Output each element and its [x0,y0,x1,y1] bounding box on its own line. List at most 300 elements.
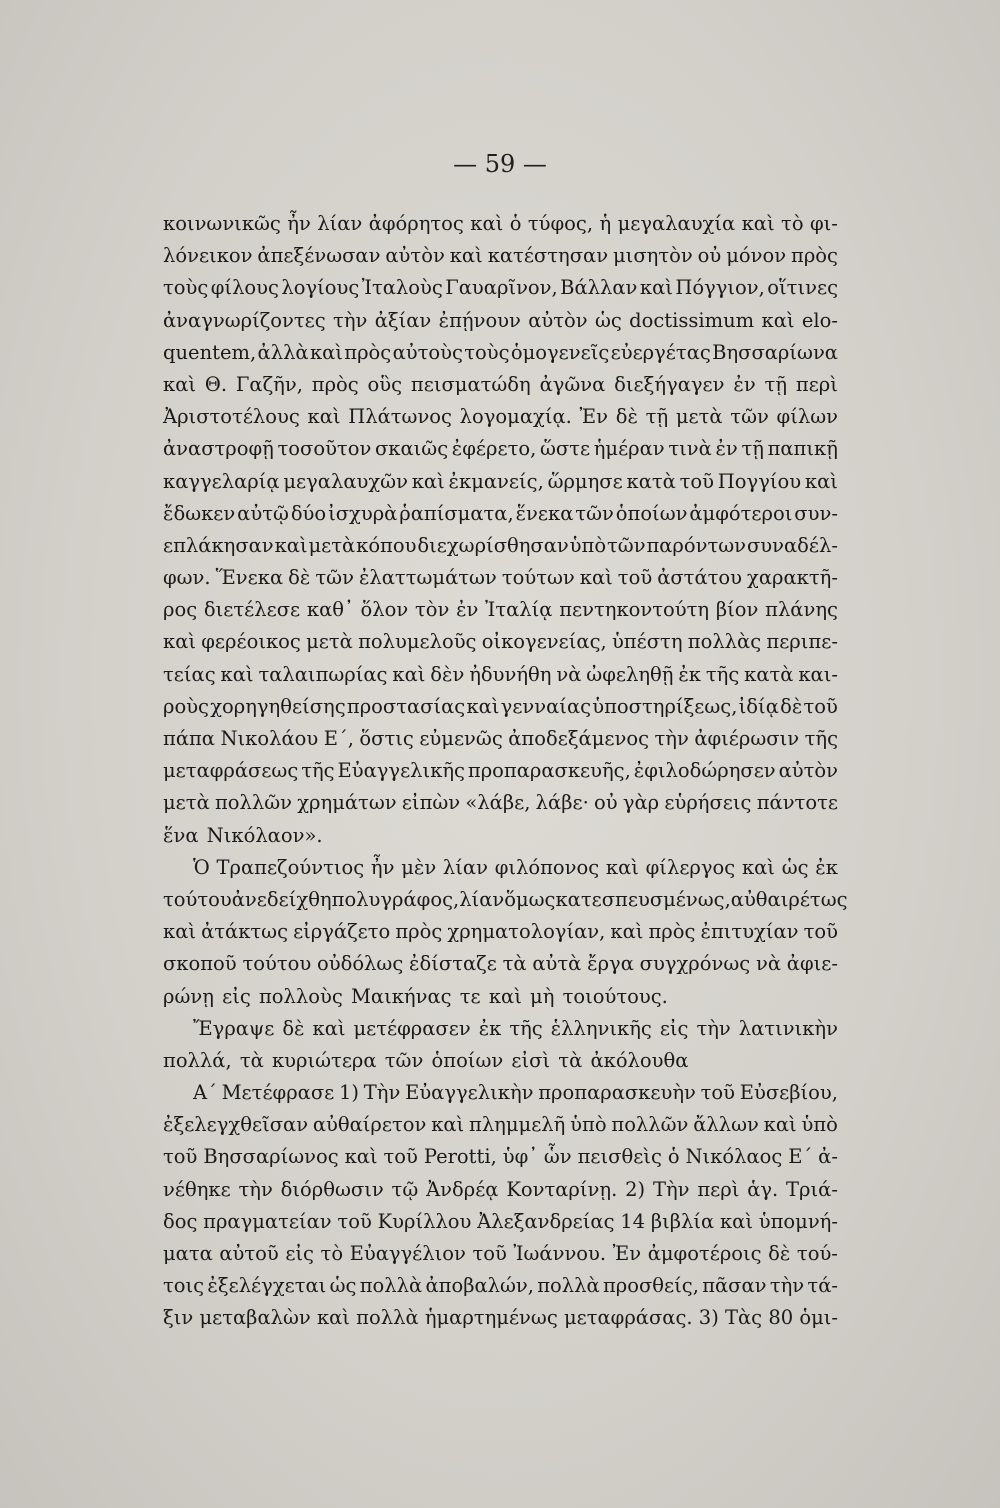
word: πᾶσαν [702,1274,767,1298]
word: παπικῇ [767,437,838,461]
text-line [163,1141,838,1173]
word: doctissimum [629,308,755,332]
word: περὶ [697,1177,740,1201]
word: φίλους [210,276,279,300]
text-line [163,852,838,884]
word: οὓς [367,372,403,396]
word: πεισθεὶς [577,1145,662,1169]
word: ἀνεδείχθη [231,887,332,911]
word: ὑπομνή- [758,1209,838,1233]
word: μετὰ [675,405,723,429]
word: λίαν [442,855,488,879]
word: Ἰταλοὺς [361,276,443,300]
word: μεγαλαυχῶν [283,469,408,493]
word: παρόντων [646,533,747,557]
word: τῇ [764,372,788,396]
word: Κονταρίνῃ. [506,1177,618,1201]
word: Α΄ [193,1081,217,1105]
word: δὲ [282,1016,305,1040]
word: τούτου [163,887,232,911]
word: elo- [801,308,838,332]
word: ἀφιε- [786,952,838,976]
word: διεξήγαγεν [614,372,725,396]
word: μετὰ [306,630,353,654]
word: καὶ [316,1306,350,1330]
word: μετέφρασεν [353,1016,471,1040]
word: τύφος, [527,212,594,235]
word: δὲ [780,694,803,718]
word: Εὐαγγέλιον [349,1242,466,1265]
word: σκαιῶς [374,437,449,461]
word: πλάνης [765,598,838,622]
word: αὐτὸν [778,759,838,783]
word: τοῦ [803,694,838,718]
word: ὑπὸ [569,533,607,557]
word: αὐθαιρέτως [730,887,848,911]
word: ἔδωκεν [163,501,236,525]
word: Τὴν [652,1177,690,1201]
word: Ἀλεξανδρείας [477,1209,615,1233]
word: ἐφέρετο, [451,437,537,461]
word: ἠδυνήθη [469,662,552,686]
word: δὲν [430,662,465,686]
word: ὁμογενεῖς [510,340,610,364]
word: φων. [163,566,211,590]
word: δύο [290,501,327,525]
word: πρὸς [311,372,359,396]
word: πραγματείαν [203,1209,332,1233]
body-text [163,208,848,1335]
word: φι- [810,212,838,235]
word: ἕνεκα [515,501,574,525]
text-line [163,1174,838,1206]
word: ἔργα [587,952,634,976]
word: προσθείς, [602,1274,699,1298]
word: πολυγράφος, [331,887,460,911]
word: φίλεργος [645,855,736,879]
word: τοῦ [472,1242,507,1265]
word: Κυρίλλου [377,1209,472,1233]
word: καὶ [639,276,673,300]
word: ἀποδεξάμενος [508,727,650,750]
word: αὐθαίρετον [312,1113,427,1137]
word: τὴν [769,1274,805,1298]
word: ἐλαττωμάτων [358,566,497,590]
word: σκοποῦ [163,952,237,976]
word: καὶ [344,1145,378,1169]
word: ἀμφοτέροις [647,1242,762,1265]
text-line [163,594,838,626]
word: τούτου [242,952,312,976]
text-line [163,787,838,819]
word: δὲ [768,1242,791,1265]
word: Τριά- [786,1177,838,1201]
word: ροὺς [163,694,209,718]
word: αὐτὸν [385,244,445,268]
text-line [163,948,838,980]
word: δὲ [615,405,638,429]
word: μεγαλαυχία [617,212,736,235]
word: ἰσχυρὰ [328,501,398,525]
word: Πογγίου [717,469,802,493]
word: προστασίας [346,694,466,718]
word: κοινωνικῶς [163,212,281,235]
word: Νικολάου [220,727,319,750]
word: καὶ [163,372,197,396]
word: μισητὸν [613,244,693,268]
word: λατινικὴν [738,1016,838,1040]
word: χρημάτων [297,791,397,815]
word: εὐμενῶς [419,727,503,750]
word: λογίους [281,276,360,300]
word: καὶ [163,920,197,944]
word: ὡς [594,308,622,332]
word: εἰργάζετο [293,920,391,944]
word: διεχωρίσθησαν [417,533,569,557]
word: τῶν [607,533,646,557]
word: οἰκογενείας, [481,630,607,654]
word: ἐκ [478,1016,502,1040]
word: ἡ [599,212,612,235]
word: καὶ [466,694,500,718]
word: διόρθωσιν [280,1177,384,1201]
word: δὲ [288,566,311,590]
word: τοῦ [383,1145,418,1169]
word: κόπου [356,533,417,557]
word: πολλῶν [214,791,292,815]
word: γενναίας [500,694,592,718]
word: καὶ [392,662,426,686]
word: καὶ [274,533,308,557]
word: ἀγῶνα [539,372,606,396]
word: τῆς [705,662,740,686]
word: τῆς [804,727,838,750]
word: πρὸς [395,920,443,944]
text-line [163,1302,838,1334]
text-line [163,691,838,723]
word: καὶ [761,308,795,332]
word: Τραπεζούντιος [216,855,365,879]
text-line [163,1206,838,1238]
text-line [163,884,848,916]
word: Ἕνεκα [215,566,284,590]
word: Μετέφρασε [221,1081,335,1105]
word: φίλων [776,405,838,429]
word: καὶ [579,566,613,590]
word: νέθηκε [163,1177,231,1201]
word: λίαν [317,212,363,235]
text-line [163,1238,838,1270]
text-line [163,626,838,658]
word: ἀτάκτως [201,920,288,944]
word: καὶ [411,469,445,493]
word: λόνεικον [163,244,253,268]
word: ἁγ. [747,1177,779,1201]
word: καθ᾽ [306,598,354,622]
word: περιπε- [766,630,838,654]
word: ἄλλων [693,1113,759,1137]
word: τοῦ [679,469,714,493]
word: ὑφ᾽ [502,1145,538,1169]
word: τὴν [696,1016,731,1040]
word: Ἀνδρέᾳ [426,1177,499,1201]
word: Θ. [204,372,228,396]
word: συναδέλ- [746,533,838,557]
word: ὠφεληθῇ [586,662,674,686]
word: ἐπῄνουν [438,308,521,332]
word: ῥαπίσματα, [399,501,514,525]
word: καὶ [309,340,343,364]
text-line [163,369,838,401]
word: ὁ [667,1145,680,1169]
text-line [163,1077,838,1109]
word: τὸ [320,1242,344,1265]
word: τοὺς [163,276,209,300]
word: τῶν [315,566,354,590]
text-line [163,916,838,948]
line-text: ἕνα Νικόλαον». [163,823,323,847]
word: Ε΄ [788,1145,813,1169]
word: χρηματολογίαν, [447,920,606,944]
word: Τὰς [725,1306,763,1330]
word: 2) [625,1177,646,1201]
word: Ἰταλίᾳ [485,598,553,622]
word: Πλάτωνος [348,405,452,429]
word: χορηγηθείσης [210,694,346,718]
word: τὴν [333,308,368,332]
text-line [163,401,838,433]
word: καὶ [763,1113,797,1137]
word: καὶ [804,469,838,493]
word: ὁποίων [615,501,688,525]
word: ὑποστηρίξεως, [592,694,738,718]
word: μόνον [726,244,787,268]
word: καὶ [470,212,504,235]
word: ἦν [287,212,311,235]
word: τοῦ [617,566,653,590]
word: πρὸς [791,244,838,268]
word: χαρακτῆ- [747,566,838,590]
word: καὶ [741,855,775,879]
word: Ἰωάννου. [513,1242,607,1265]
word: μετὰ [163,791,210,815]
word: τῇ [741,437,764,461]
word: τῶν [575,501,614,525]
word: τοὺς [464,340,510,364]
word: διετέλεσε [203,598,301,622]
word: εἰς [285,1242,314,1265]
text-line [163,1045,838,1077]
word: ἐν [456,598,479,622]
word: ἀπεξένωσαν [257,244,381,268]
word: καὶ [605,855,639,879]
word: τούτων [501,566,575,590]
word: εὑρήσεις [664,791,752,815]
word: ἡμαρτημένως [424,1306,558,1330]
word: τὸν [414,598,450,622]
word: ὑπὸ [570,1113,607,1137]
word: πολλὰ [356,1306,419,1330]
word: οὐδόλως [316,952,404,976]
text-line [163,659,838,691]
word: πεισματώδη [410,372,531,396]
word: φερέοικος [201,630,301,654]
word: Ε΄, [323,727,354,750]
text-line [163,981,838,1013]
word: τοῦ [803,920,838,944]
word: ἐξελέγχεται [207,1274,327,1298]
word: κατέστησαν [487,244,609,268]
word: τοῦ [337,1209,372,1233]
word: καὶ [431,1113,465,1137]
word: Βάλλαν [560,276,638,300]
word: πλημμελῆ [469,1113,566,1137]
word: ματα [163,1242,213,1265]
word: ἀμφότεροι [689,501,793,525]
word: προπαρασκευὴν [538,1081,696,1105]
word: τά- [807,1274,838,1298]
word: συν- [794,501,838,525]
word: ὅλον [360,598,409,622]
word: Πόγγιον, [675,276,765,300]
word: ἀφόρητος [368,212,464,235]
word: πολλῶν [611,1113,689,1137]
word: βίον [715,598,759,622]
word: Νικόλαος [685,1145,783,1169]
word: οὐ [594,791,618,815]
word: 80 [768,1306,794,1330]
word: τοις [163,1274,205,1298]
text-line [163,562,838,594]
word: quentem, [163,340,257,364]
word: λάβε· [535,791,589,815]
word: καὶ [163,630,197,654]
word: ἀστάτου [657,566,743,590]
word: Ἐν [579,405,609,429]
line-text: ρώνῃ εἰς πολλοὺς Μαικήνας τε καὶ μὴ τοιούτους. [163,984,668,1008]
word: τείας [163,662,216,686]
word: προπαρασκευῆς, [467,759,631,783]
text-line [163,820,838,852]
word: καὶ [719,1209,753,1233]
word: αὐτῷ [237,501,289,525]
word: περὶ [795,372,838,396]
word: ὧν [543,1145,572,1169]
word: εἰπὼν [401,791,461,815]
text-line [163,755,838,787]
word: Βησσαρίωνα [712,340,838,364]
word: ὡς [781,855,809,879]
word: Ἀριστοτέλους [163,405,300,429]
text-line [163,208,838,240]
word: κατὰ [626,469,676,493]
word: μεταβαλὼν [199,1306,311,1330]
word: τὸ [781,212,804,235]
word: επλάκησαν [163,533,274,557]
word: πρὸς [344,340,392,364]
word: ἑλληνικῆς [550,1016,652,1040]
word: ταλαιπωρίας [258,662,388,686]
word: τοῦ [700,1081,736,1105]
word: αὐτὰ [532,952,582,976]
word: Εὐαγγελικὴν [405,1081,534,1105]
word: ἐπιτυχίαν [700,920,799,944]
word: πάντοτε [756,791,838,815]
word: ἐν [733,372,756,396]
word: 14 [620,1209,646,1233]
word: αὐτοὺς [392,340,463,364]
word: ὥρμησε [547,469,623,493]
word: Ἔγραψε [193,1016,275,1040]
word: Τὴν [363,1081,401,1105]
word: ἀναγνωρίζοντες [163,308,326,332]
word: ὅστις [359,727,414,750]
word: Γαζῆν, [235,372,303,396]
text-line [163,272,838,304]
word: ἀλλὰ [257,340,309,364]
word: εἰς [659,1016,689,1040]
word: φιλόπονος [494,855,600,879]
word: κατὰ [744,662,794,686]
word: πολλὰ [359,1274,423,1298]
word: τοσοῦτον [277,437,372,461]
word: ἀξίαν [374,308,432,332]
word: ἡμέραν [593,437,665,461]
line-text: πολλά, τὰ κυριώτερα τῶν ὁποίων εἰσὶ τὰ ἀκόλουθα [163,1048,689,1072]
word: ἐφιλοδώρησεν [633,759,776,783]
word: καγγελαρίᾳ [163,469,280,493]
word: ἐκμανείς, [448,469,544,493]
word: αὐτοῦ [219,1242,279,1265]
word: Ἐν [612,1242,642,1265]
text-line [163,1013,838,1045]
word: τῆς [301,759,335,783]
word: πολλὰ [537,1274,600,1298]
word: ρος [163,598,198,622]
word: λογομαχίᾳ. [459,405,572,429]
word: Perotti, [423,1145,497,1169]
word: ὁμι- [799,1306,838,1330]
word: καὶ [220,662,254,686]
word: καὶ [312,1016,346,1040]
page-number: — 59 — [453,150,547,178]
word: καὶ [307,405,341,429]
word: ἀφιέρωσιν [694,727,800,750]
word: πάπα [163,727,215,750]
word: μετὰ [308,533,356,557]
word: ὁ [509,212,522,235]
word: ὥστε [539,437,591,461]
word: κατεσπευσμένως, [555,887,731,911]
text-line [163,530,838,562]
text-line [163,466,838,498]
word: ὅμως [504,887,556,911]
text-line [163,240,838,272]
word: Γαυαρῖνον, [445,276,558,300]
word: Βησσαρίωνος [203,1145,339,1169]
word: πολυμελοῦς [358,630,477,654]
word: Εὐσεβίου, [739,1081,838,1105]
word: καὶ [449,244,483,268]
word: μεταφράσεως [163,759,299,783]
word: Ὁ [193,855,210,879]
word: τῶν [730,405,769,429]
word: βιβλία [650,1209,715,1233]
word: συγχρόνως [639,952,751,976]
word: και- [798,662,838,686]
word: μὲν [401,855,437,879]
text-line [163,305,838,337]
